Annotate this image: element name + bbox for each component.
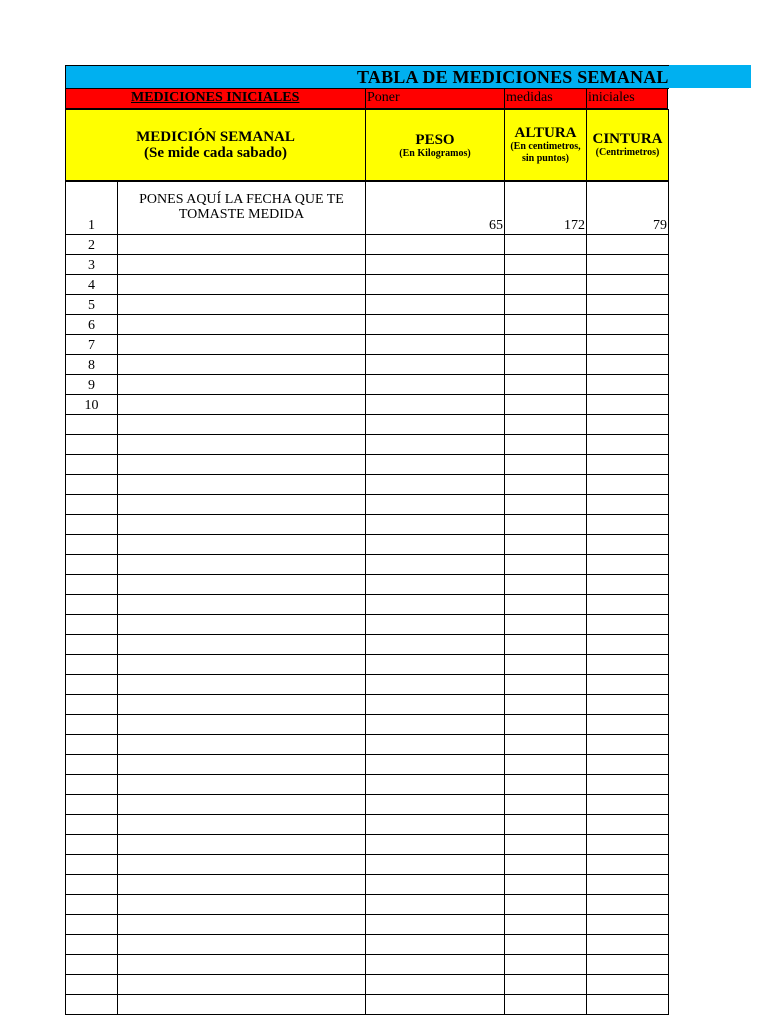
altura-cell[interactable] [505,495,587,515]
peso-cell[interactable] [366,315,505,335]
date-cell[interactable] [118,815,366,835]
table-row [66,775,669,795]
altura-cell[interactable] [505,535,587,555]
peso-cell[interactable] [366,375,505,395]
altura-cell[interactable] [505,895,587,915]
row-number-cell[interactable] [66,975,118,995]
peso-cell[interactable] [366,395,505,415]
date-cell[interactable] [118,755,366,775]
cintura-cell[interactable] [587,915,669,935]
table-row [66,855,669,875]
table-row [66,715,669,735]
peso-cell[interactable] [366,255,505,275]
cintura-cell[interactable] [587,735,669,755]
row-number-cell[interactable] [66,815,118,835]
header-cintura-subtitle: (Centrimetros) [595,147,660,158]
row-number-cell[interactable] [66,495,118,515]
row-number-cell[interactable] [66,915,118,935]
peso-cell[interactable] [366,295,505,315]
table-row [66,815,669,835]
peso-cell[interactable] [366,595,505,615]
row-number-cell[interactable] [66,415,118,435]
peso-cell[interactable] [366,795,505,815]
peso-cell[interactable] [366,695,505,715]
altura-cell[interactable] [505,515,587,535]
row-number-cell[interactable] [66,695,118,715]
table-row [66,535,669,555]
date-cell[interactable] [118,235,366,255]
peso-cell[interactable] [366,855,505,875]
altura-cell[interactable] [505,555,587,575]
table-row [66,415,669,435]
cintura-cell[interactable] [587,535,669,555]
table-row [66,675,669,695]
cintura-cell[interactable] [587,335,669,355]
header-medicion [65,109,366,181]
cintura-cell[interactable] [587,275,669,295]
date-cell[interactable] [118,975,366,995]
cintura-cell[interactable] [587,415,669,435]
altura-cell[interactable] [505,315,587,335]
cintura-cell[interactable] [587,515,669,535]
cintura-cell[interactable] [587,895,669,915]
peso-cell[interactable] [366,495,505,515]
peso-cell[interactable] [366,615,505,635]
altura-cell[interactable] [505,375,587,395]
date-cell[interactable] [118,435,366,455]
altura-cell[interactable] [505,235,587,255]
altura-cell[interactable] [505,995,587,1015]
altura-cell[interactable] [505,775,587,795]
row-number-cell[interactable] [66,715,118,735]
date-cell[interactable] [118,555,366,575]
row-number-cell[interactable] [66,575,118,595]
altura-cell[interactable] [505,415,587,435]
column-divider [504,88,505,109]
altura-cell[interactable] [505,875,587,895]
header-peso [365,109,505,181]
cintura-cell[interactable] [587,675,669,695]
peso-cell[interactable] [366,575,505,595]
altura-cell[interactable] [505,755,587,775]
date-cell[interactable] [118,255,366,275]
peso-cell[interactable] [366,455,505,475]
cintura-cell[interactable] [587,235,669,255]
peso-cell[interactable] [366,975,505,995]
instruction-word-iniciales: iniciales [588,90,635,105]
row-number-cell[interactable] [66,995,118,1015]
altura-cell[interactable] [505,275,587,295]
cintura-cell[interactable] [587,835,669,855]
row-number-cell[interactable] [66,555,118,575]
altura-cell[interactable] [505,475,587,495]
row-number-cell[interactable] [66,475,118,495]
date-cell[interactable] [118,575,366,595]
row-number-cell[interactable] [66,955,118,975]
table-row [66,235,669,255]
row-number-cell[interactable] [66,635,118,655]
peso-cell[interactable] [366,435,505,455]
altura-cell[interactable] [505,355,587,375]
peso-cell[interactable] [366,815,505,835]
table-row [66,895,669,915]
table-row [66,975,669,995]
cintura-cell[interactable] [587,315,669,335]
table-row [66,735,669,755]
row-number-cell[interactable] [66,775,118,795]
peso-cell[interactable] [366,555,505,575]
peso-cell[interactable] [366,635,505,655]
cintura-cell[interactable] [587,715,669,735]
altura-cell[interactable] [505,615,587,635]
date-cell[interactable] [118,315,366,335]
date-cell[interactable] [118,595,366,615]
row-number-cell[interactable] [66,535,118,555]
table-row [66,182,669,235]
cintura-cell[interactable] [587,395,669,415]
date-cell[interactable] [118,855,366,875]
peso-cell[interactable] [366,955,505,975]
row-number-cell[interactable] [66,795,118,815]
peso-cell[interactable] [366,715,505,735]
row-number-cell[interactable]: 7 [66,335,118,355]
altura-cell[interactable] [505,695,587,715]
cintura-cell[interactable] [587,935,669,955]
date-cell[interactable] [118,995,366,1015]
peso-cell[interactable] [366,515,505,535]
cintura-cell[interactable] [587,955,669,975]
date-cell[interactable] [118,695,366,715]
row-number-cell[interactable] [66,455,118,475]
table-row [66,835,669,855]
peso-cell[interactable] [366,475,505,495]
header-peso-subtitle: (En Kilogramos) [399,148,471,159]
row-number-cell[interactable]: 3 [66,255,118,275]
header-altura-subtitle-2: sin puntos) [522,153,569,164]
date-cell[interactable] [118,615,366,635]
date-cell[interactable] [118,875,366,895]
cintura-cell[interactable] [587,375,669,395]
table-row [66,375,669,395]
peso-cell[interactable]: 65 [366,182,505,235]
peso-cell[interactable] [366,935,505,955]
table-row [66,935,669,955]
table-row [66,315,669,335]
row-number-cell[interactable]: 8 [66,355,118,375]
date-instruction-text: PONES AQUÍ LA FECHA QUE TE TOMASTE MEDIDA [139,192,344,222]
peso-cell[interactable] [366,415,505,435]
date-cell[interactable] [118,935,366,955]
table-row [66,595,669,615]
table-row [66,555,669,575]
peso-cell[interactable] [366,895,505,915]
cintura-cell[interactable] [587,635,669,655]
altura-cell[interactable] [505,795,587,815]
header-altura-subtitle-1: (En centimetros, [510,141,581,152]
cintura-cell[interactable] [587,595,669,615]
cintura-cell[interactable]: 79 [587,182,669,235]
altura-cell[interactable] [505,715,587,735]
peso-cell[interactable] [366,835,505,855]
altura-cell[interactable] [505,975,587,995]
row-number-cell[interactable] [66,755,118,775]
altura-cell[interactable] [505,395,587,415]
header-medicion-subtitle: (Se mide cada sabado) [144,145,287,161]
table-row [66,995,669,1015]
date-cell[interactable] [118,535,366,555]
row-number-cell[interactable] [66,855,118,875]
peso-cell[interactable] [366,355,505,375]
altura-cell[interactable] [505,855,587,875]
peso-cell[interactable] [366,675,505,695]
date-cell[interactable] [118,475,366,495]
date-cell[interactable] [118,715,366,735]
date-cell[interactable] [118,515,366,535]
row-number-cell[interactable] [66,435,118,455]
cintura-cell[interactable] [587,255,669,275]
altura-cell[interactable]: 172 [505,182,587,235]
sheet-title: TABLA DE MEDICIONES SEMANAL [357,67,669,87]
date-cell[interactable] [118,415,366,435]
cintura-cell[interactable] [587,435,669,455]
date-cell[interactable] [118,275,366,295]
table-row [66,515,669,535]
date-cell[interactable] [118,835,366,855]
column-divider [586,88,587,109]
row-number-cell[interactable]: 5 [66,295,118,315]
measurements-table [65,181,669,1015]
table-row [66,395,669,415]
peso-cell[interactable] [366,755,505,775]
row-number-cell[interactable]: 1 [66,182,118,235]
date-cell[interactable] [118,735,366,755]
peso-cell[interactable] [366,535,505,555]
date-cell[interactable] [118,775,366,795]
date-cell[interactable] [118,895,366,915]
table-row [66,755,669,775]
initial-measurements-label: MEDICIONES INICIALES [131,90,300,105]
altura-cell[interactable] [505,675,587,695]
altura-cell[interactable] [505,815,587,835]
table-row [66,575,669,595]
peso-cell[interactable] [366,875,505,895]
date-cell[interactable] [118,795,366,815]
cintura-cell[interactable] [587,455,669,475]
instruction-word-medidas: medidas [506,90,553,105]
altura-cell[interactable] [505,295,587,315]
altura-cell[interactable] [505,735,587,755]
row-number-cell[interactable] [66,875,118,895]
altura-cell[interactable] [505,835,587,855]
peso-cell[interactable] [366,275,505,295]
date-cell[interactable] [118,915,366,935]
header-cintura-title: CINTURA [592,131,663,147]
header-altura [504,109,587,181]
altura-cell[interactable] [505,575,587,595]
cintura-cell[interactable] [587,495,669,515]
row-number-cell[interactable]: 4 [66,275,118,295]
row-number-cell[interactable]: 9 [66,375,118,395]
peso-cell[interactable] [366,655,505,675]
cintura-cell[interactable] [587,755,669,775]
date-cell[interactable] [118,635,366,655]
cintura-cell[interactable] [587,575,669,595]
cintura-cell[interactable] [587,815,669,835]
date-cell[interactable] [118,355,366,375]
altura-cell[interactable] [505,635,587,655]
peso-cell[interactable] [366,915,505,935]
altura-cell[interactable] [505,655,587,675]
instruction-word-poner: Poner [367,90,400,105]
table-row [66,955,669,975]
cintura-cell[interactable] [587,655,669,675]
date-cell[interactable] [118,375,366,395]
table-row [66,615,669,635]
cintura-cell[interactable] [587,855,669,875]
peso-cell[interactable] [366,735,505,755]
header-cintura [586,109,669,181]
date-cell[interactable] [118,335,366,355]
row-number-cell[interactable]: 10 [66,395,118,415]
row-number-cell[interactable] [66,655,118,675]
header-medicion-title: MEDICIÓN SEMANAL [136,129,295,145]
table-row [66,875,669,895]
table-row [66,455,669,475]
row-number-cell[interactable] [66,935,118,955]
altura-cell[interactable] [505,935,587,955]
peso-cell[interactable] [366,995,505,1015]
cintura-cell[interactable] [587,615,669,635]
cintura-cell[interactable] [587,555,669,575]
peso-cell[interactable] [366,335,505,355]
column-divider [365,88,366,109]
row-number-cell[interactable] [66,895,118,915]
row-number-cell[interactable] [66,595,118,615]
date-cell[interactable] [118,182,366,235]
table-row [66,655,669,675]
header-peso-title: PESO [415,132,455,148]
table-row [66,795,669,815]
date-cell[interactable] [118,455,366,475]
date-cell[interactable] [118,675,366,695]
peso-cell[interactable] [366,775,505,795]
altura-cell[interactable] [505,335,587,355]
table-row [66,915,669,935]
row-number-cell[interactable] [66,835,118,855]
cintura-cell[interactable] [587,295,669,315]
table-row [66,475,669,495]
row-number-cell[interactable]: 2 [66,235,118,255]
cintura-cell[interactable] [587,695,669,715]
altura-cell[interactable] [505,255,587,275]
altura-cell[interactable] [505,955,587,975]
table-row [66,635,669,655]
cintura-cell[interactable] [587,975,669,995]
peso-cell[interactable] [366,235,505,255]
date-cell[interactable] [118,295,366,315]
table-row [66,295,669,315]
table-row [66,355,669,375]
row-number-cell[interactable] [66,675,118,695]
cintura-cell[interactable] [587,355,669,375]
row-number-cell[interactable] [66,515,118,535]
table-row [66,495,669,515]
cintura-cell[interactable] [587,475,669,495]
altura-cell[interactable] [505,595,587,615]
altura-cell[interactable] [505,455,587,475]
row-number-cell[interactable] [66,735,118,755]
altura-cell[interactable] [505,435,587,455]
date-cell[interactable] [118,955,366,975]
table-row [66,335,669,355]
cintura-cell[interactable] [587,795,669,815]
header-altura-title: ALTURA [514,125,577,141]
cintura-cell[interactable] [587,775,669,795]
table-row [66,435,669,455]
date-cell[interactable] [118,655,366,675]
cintura-cell[interactable] [587,875,669,895]
table-row [66,275,669,295]
row-number-cell[interactable] [66,615,118,635]
table-row [66,695,669,715]
row-number-cell[interactable]: 6 [66,315,118,335]
altura-cell[interactable] [505,915,587,935]
table-row [66,255,669,275]
cintura-cell[interactable] [587,995,669,1015]
date-cell[interactable] [118,395,366,415]
date-cell[interactable] [118,495,366,515]
